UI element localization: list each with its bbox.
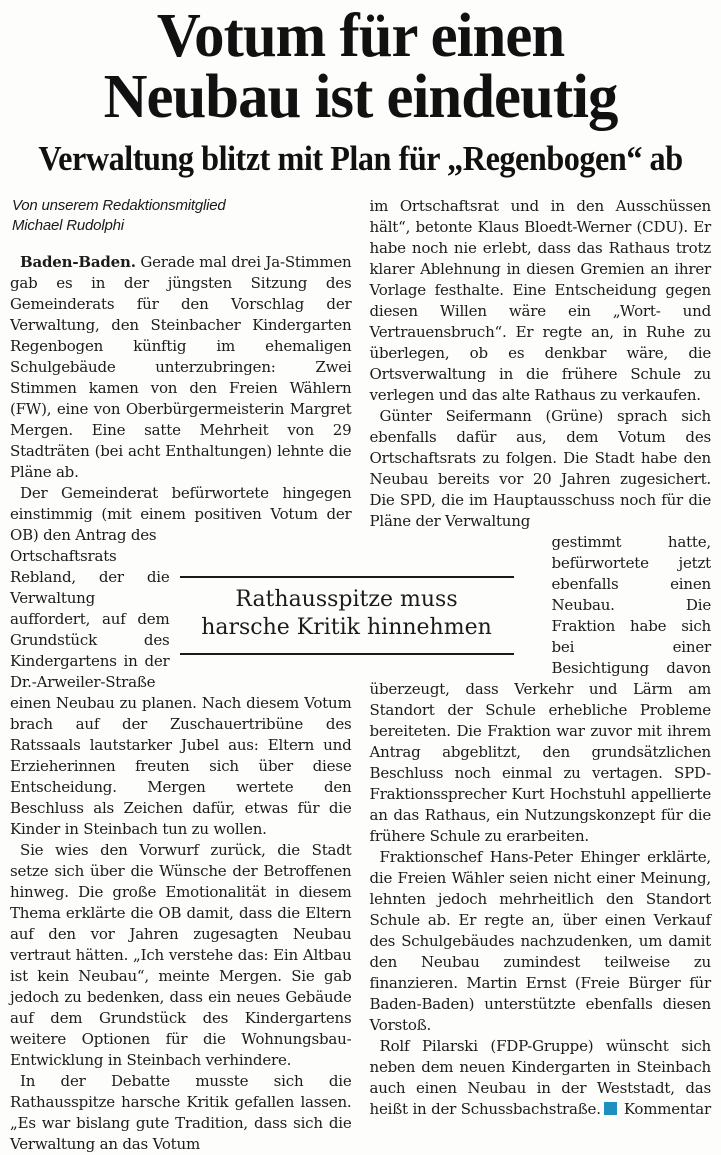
byline <box>12 196 352 235</box>
kommentar-label: Kommentar <box>623 1100 711 1118</box>
headline-line1: Votum für einen <box>156 2 565 70</box>
lead-text: Gerade mal drei Ja-Stimmen gab es in der jüngsten Sitzung des Gemeinderats für den Vorschlag der Verwaltung, den Steinbacher Kindergarten Regenbogen künftig im ehemaligen Schulgebäude unterzubringen: Zwei Stimmen kamen von den Freien Wählern (FW), eine von Oberbürgermeisterin Margret Mergen. Eine satte Mehrheit von 29 Stadträten (bei acht Enthaltungen) lehnte die Pläne ab. <box>10 253 352 481</box>
lead-paragraph <box>10 252 352 483</box>
pull-quote-box <box>180 576 514 655</box>
column-left <box>10 196 492 1155</box>
byline-author: Michael Rudolphi <box>12 216 124 234</box>
paragraph <box>10 1071 352 1155</box>
paragraph-text: gestimmt hatte, befürwortete jetzt ebenfalls einen Neubau. Die Fraktion habe sich bei einer Besichtigung davon überzeugt, dass Verkehr und Lärm am Standort der Schule erhebliche Probleme bereiteten. Die Fraktion war zuvor mit ihrem Antrag abgeblitzt, den grundsätzlichen Beschluss noch einmal zu vertagen. SPD-Fraktionssprecher Kurt Hochstuhl appellierte an das Rathaus, ein Nutzungskonzept für die frühere Schule zu erarbeiten. <box>369 533 711 845</box>
paragraph-text: Rolf Pilarski (FDP-Gruppe) wünscht sich neben dem neuen Kindergarten in Steinbach auch einen Neubau in der Weststadt, das heißt in der Schussbachstraße. <box>369 1037 711 1118</box>
article-body <box>0 196 721 1155</box>
kommentar-square-icon <box>604 1102 617 1115</box>
paragraph <box>10 840 352 1071</box>
pull-quote <box>180 547 514 681</box>
pull-quote-line1: Rathausspitze muss <box>235 587 458 612</box>
kommentar-tag <box>604 1099 711 1120</box>
paragraph-text: Der Gemeinderat befürwortete hingegen einstimmig (mit einem positiven Votum der OB) den Antrag des <box>10 484 352 544</box>
paragraph-continuation <box>370 196 712 406</box>
byline-role: Von unserem Redaktionsmitglied <box>12 197 226 214</box>
paragraph-text: im Ortschaftsrat und in den Ausschüssen hält“, betonte Klaus Bloedt-Werner (CDU). Er habe noch nie erlebt, dass das Rathaus trotz klarer Ablehnung in diesen Gremien an ihrer Vorlage festhalte. Eine Entscheidung gegen diesen Willen wäre ein „Wort- und Vertrauensbruch“. Er regte an, in Ruhe zu überlegen, ob es denkbar wäre, die Ortsverwaltung in die frühere Schule zu verlegen und das alte Rathaus zu verkaufen. <box>369 197 711 404</box>
headline <box>0 0 721 131</box>
dateline: Baden-Baden. <box>20 253 136 271</box>
paragraph-text: Fraktionschef Hans-Peter Ehinger erklärte, die Freien Wähler seien nicht einer Meinung, lehnten jedoch mehrheitlich den Standort Schule ab. Er regte an, über einen Verkauf des Schulgebäudes nachzudenken, um damit den Neubau zumindest teilweise zu finanzieren. Martin Ernst (Freie Bürger für Baden-Baden) unterstützte ebenfalls diesen Vorstoß. <box>369 848 711 1034</box>
pull-quote-line2: harsche Kritik hinnehmen <box>201 615 492 640</box>
paragraph <box>370 847 712 1036</box>
paragraph <box>370 406 712 532</box>
paragraph-text: In der Debatte musste sich die Rathausspitze harsche Kritik gefallen lassen. „Es war bislang gute Tradition, dass sich die Verwaltung an das Votum <box>10 1072 352 1153</box>
paragraph-with-pullquote <box>10 546 492 840</box>
paragraph-text: Sie wies den Vorwurf zurück, die Stadt setze sich über die Wünsche der Betroffenen hinweg. Die große Emotionalität in diesem Thema erklärte die OB damit, dass die Eltern auf den vor Jahren zugesagten Neubau vertraut hätten. „Ich verstehe das: Ein Altbau ist kein Neubau“, meinte Mergen. Sie gab jedoch zu bedenken, dass ein neues Gebäude auf dem Grundstück des Kindergartens weitere Optionen für die Wohnungsbau-Entwicklung in Steinbach verhindere. <box>10 841 352 1069</box>
paragraph <box>10 483 352 546</box>
last-paragraph <box>370 1036 712 1120</box>
paragraph-text: Günter Seifermann (Grüne) sprach sich ebenfalls dafür aus, dem Votum des Ortschaftsrats zu folgen. Die Stadt habe den Neubau bereits vor 20 Jahren zugesichert. Die SPD, die im Hauptausschuss noch für die Pläne der Verwaltung <box>369 407 711 530</box>
subheadline: Verwaltung blitzt mit Plan für „Regenbogen“ ab <box>38 139 683 178</box>
headline-line2: Neubau ist eindeutig <box>103 63 618 131</box>
paragraph-text: Ortschaftsrats Rebland, der die Verwaltung auffordert, auf dem Grundstück des Kindergartens in der Dr.-Arweiler-Straße einen Neubau zu planen. Nach diesem Votum brach auf der Zuschauertribüne des Ratssaals lautstarker Jubel aus: Eltern und Erzieherinnen freuten sich über diese Entscheidung. Mergen wertete den Beschluss als Zeichen dafür, etwas für die Kinder in Steinbach tun zu wollen. <box>10 547 352 838</box>
